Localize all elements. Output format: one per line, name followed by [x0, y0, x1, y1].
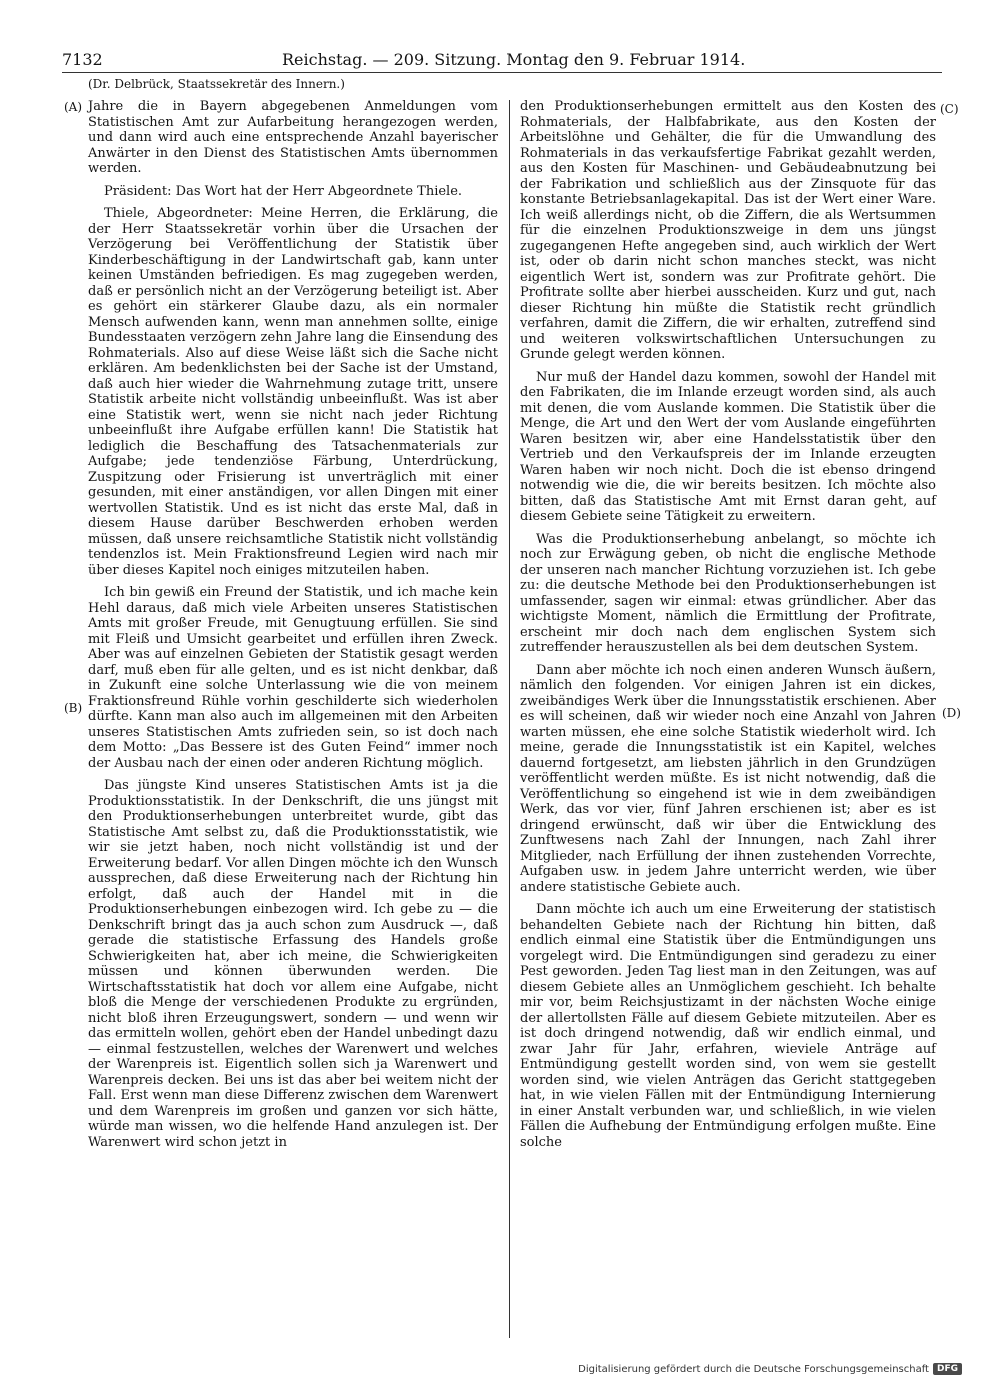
footer-credit: [578, 1362, 962, 1376]
paragraph: Nur muß der Handel dazu kommen, sowohl der Handel mit den Fabrikaten, die im Inlande erzeugt worden sind, als auch mit denen, die vom Auslande kommen. Die Statistik über die Menge, die Art und den Wert der vom Auslande eingeführten Waren besitzen wir, aber eine Handelsstatistik über den Vertrieb und den Verkaufspreis der im Inlande erzeugten Waren haben wir noch nicht. Doch die ist ebenso dringend notwendig wie die, die wir bereits besitzen. Ich möchte also bitten, daß das Statistische Amt mit Ernst daran geht, auf diesem Gebiete seine Tätigkeit zu erweitern.: [520, 369, 936, 524]
column-divider: [509, 100, 510, 1338]
paragraph: Thiele, Abgeordneter: Meine Herren, die Erklärung, die der Herr Staatssekretär vorhin über die Ursachen der Verzögerung bei Veröffentlichung der Statistik über Kinderbeschäftigung in der Landwirtschaft gab, kann unter keinen Umständen befriedigen. Es mag zugegeben werden, daß er persönlich nicht an der Verzögerung beteiligt ist. Aber es gehört ein stärkerer Glaube dazu, als ein normaler Mensch aufwenden kann, wenn man annehmen sollte, einige Bundesstaaten verzögern zehn Jahre lang die Einsendung des Rohmaterials. Also auf diese Weise läßt sich die Sache nicht erklären. Am bedenklichsten bei der Sache ist der Umstand, daß auch hier wieder die Wahrnehmung zutage tritt, unsere Statistik arbeite nicht vollständig unbeeinflußt. Was ist aber eine Statistik wert, wenn sie nicht nach jeder Richtung unbeeinflußt ihre Aufgabe erfüllen kann! Die Statistik hat lediglich die Beschaffung des Tatsachenmaterials zur Aufgabe; jede tendenziöse Färbung, Unterdrückung, Zuspitzung oder Frisierung ist unverträglich mit einer gesunden, mit einer anständigen, vor allen Dingen mit einer wertvollen Statistik. Und es ist nicht das erste Mal, daß in diesem Hause darüber Beschwerden erhoben werden müssen, daß unsere reichsamtliche Statistik nicht vollständig tendenzlos ist. Mein Fraktionsfreund Legien wird nach mir über dieses Kapitel noch einiges mitzuteilen haben.: [88, 206, 498, 578]
paragraph: Dann aber möchte ich noch einen anderen Wunsch äußern, nämlich den folgenden. Vor einigen Jahren ist ein dickes, zweibändiges Werk über die Innungsstatistik erschienen. Aber es will scheinen, daß wir wieder noch eine Anzahl von Jahren warten müssen, ehe eine solche Statistik wiederholt wird. Ich meine, gerade die Innungsstatistik ist ein Kapitel, welches dauernd fortgesetzt, am liebsten jährlich in den Grundzügen veröffentlicht werden müßte. Es ist nicht notwendig, daß die Veröffentlichung so eingehend ist wie in dem zweibändigen Werk, das vor vier, fünf Jahren erschienen ist; aber es ist dringend erwünscht, daß wir über die Entwicklung des Zunftwesens nach Zahl der Innungen, nach Zahl ihrer Mitglieder, nach Erfüllung der ihnen zustehenden Vorrechte, Aufgaben usw. in jedem Jahre unterricht werden, wie über andere statistische Gebiete auch.: [520, 662, 936, 895]
paragraph: Ich bin gewiß ein Freund der Statistik, und ich mache kein Hehl daraus, daß mich viele Arbeiten unseres Statistischen Amts mit großer Freude, mit Genugtuung erfüllen. Sie sind mit Fleiß und Umsicht gearbeitet und erfüllen ihren Zweck. Aber was auf einzelnen Gebieten der Statistik gesagt werden darf, muß eben für alle gelten, und es ist nicht denkbar, daß in Zukunft eine solche Unterlassung wie die von meinem Fraktionsfreund Rühle vorhin geschilderte sich wiederholen dürfte. Kann man also auch im allgemeinen mit den Arbeiten unseres Statistischen Amts zufrieden sein, so ist doch nach dem Motto: „Das Bessere ist des Guten Feind“ immer noch der Ausbau nach der einen oder anderen Richtung möglich.: [88, 585, 498, 771]
margin-marker-b: (B): [64, 701, 83, 715]
left-column: [88, 99, 498, 1157]
footer-credit-text: Digitalisierung gefördert durch die Deutsche Forschungsgemeinschaft: [578, 1363, 929, 1375]
paragraph: Präsident: Das Wort hat der Herr Abgeordnete Thiele.: [104, 183, 463, 199]
speaker-note: (Dr. Delbrück, Staatssekretär des Innern.): [88, 77, 345, 91]
page-number: 7132: [62, 50, 103, 69]
margin-marker-c: (C): [940, 102, 959, 116]
dfg-logo: DFG: [933, 1363, 962, 1375]
paragraph: Jahre die in Bayern abgegebenen Anmeldungen vom Statistischen Amt zur Aufarbeitung herangezogen werden, und dann wird auch eine entsprechende Anzahl bayerischer Anwärter in den Dienst des Statistischen Amts übernommen werden.: [88, 99, 498, 176]
margin-marker-a: (A): [64, 100, 83, 114]
right-column: [520, 99, 936, 1157]
paragraph: Dann möchte ich auch um eine Erweiterung der statistisch behandelten Gebiete nach der Richtung hin bitten, daß endlich einmal eine Statistik über die Entmündigungen uns vorgelegt wird. Die Entmündigungen sind geradezu zu einer Pest geworden. Jeden Tag liest man in den Zeitungen, was auf diesem Gebiete alles an Unmöglichem geschieht. Ich behalte mir vor, beim Reichsjustizamt in der nächsten Woche einige der allertollsten Fälle auf diesem Gebiete mitzuteilen. Aber es ist doch dringend notwendig, daß wir endlich einmal, und zwar Jahr für Jahr, erfahren, wieviele Anträge auf Entmündigung gestellt worden sind, von wem sie gestellt worden sind, wie vielen Anträgen das Gericht stattgegeben hat, in wie vielen Fällen mit der Entmündigung Internierung in einer Anstalt verbunden war, und schließlich, in wie vielen Fällen die Aufhebung der Entmündigung erfolgen mußte. Eine solche: [520, 902, 936, 1150]
paragraph: Das jüngste Kind unseres Statistischen Amts ist ja die Produktionsstatistik. In der Denkschrift, die uns jüngst mit den Produktionserhebungen unterbreitet wurde, gibt das Statistische Amt selbst zu, daß die Produktionsstatistik, wie wir sie jetzt haben, noch nicht vollständig ist und der Erweiterung bedarf. Vor allen Dingen möchte ich den Wunsch aussprechen, daß diese Erweiterung nach der Richtung hin erfolgt, daß auch der Handel mit in die Produktionserhebungen einbezogen wird. Ich gebe zu — die Denkschrift bringt das ja auch schon zum Ausdruck —, daß gerade die statistische Erfassung des Handels große Schwierigkeiten hat, aber ich meine, die Schwierigkeiten müssen und können überwunden werden. Die Wirtschaftsstatistik hat doch vor allem eine Aufgabe, nicht bloß die Menge der verschiedenen Produkte zu ergründen, nicht bloß ihren Erzeugungswert, sondern — und wenn wir das ermitteln wollen, gehört eben der Handel unbedingt dazu — einmal festzustellen, welches der Warenwert und welches der Warenpreis ist. Eigentlich sollen sich ja Warenwert und Warenpreis decken. Bei uns ist das aber bei weitem nicht der Fall. Erst wenn man diese Differenz zwischen dem Warenwert und dem Warenpreis im großen und ganzen vor sich hätte, würde man wissen, wo die helfende Hand anzulegen ist. Der Warenwert wird schon jetzt in: [88, 778, 498, 1150]
running-title: Reichstag. — 209. Sitzung. Montag den 9. Februar 1914.: [282, 50, 746, 69]
page-header: [62, 50, 942, 74]
header-rule: [62, 72, 942, 73]
margin-marker-d: (D): [942, 706, 961, 720]
paragraph: Was die Produktionserhebung anbelangt, so möchte ich noch zur Erwägung geben, ob nicht die englische Methode der unseren nach mancher Richtung vorzuziehen ist. Ich gebe zu: die deutsche Methode bei den Produktionserhebungen ist umfassender, sagen wir einmal: etwas gründlicher. Aber das wichtigste Moment, nämlich die Ermittlung der Profitrate, erscheint mir doch nach dem englischen System sich zutreffender herauszustellen als bei dem deutschen System.: [520, 531, 936, 655]
paragraph: den Produktionserhebungen ermittelt aus den Kosten des Rohmaterials, der Halbfabrikate, aus den Kosten der Arbeitslöhne und Gehälter, die für die Umwandlung des Rohmaterials in das verkaufsfertige Fabrikat gezahlt werden, aus den Kosten für Maschinen- und Gebäudeabnutzung bei der Fabrikation und schließlich aus der Zinsquote für das konstante Betriebsanlagekapital. Das ist der Wert einer Ware. Ich weiß allerdings nicht, ob die Ziffern, die als Wertsummen für die einzelnen Produktionszweige in dem uns jüngst zugegangenen Hefte angegeben sind, auch wirklich der Wert ist, oder ob darin nicht schon manches steckt, was nicht eigentlich Wert ist, sondern was zur Profitrate gehört. Die Profitrate sollte aber hierbei ausscheiden. Kurz und gut, nach dieser Richtung hin müßte die Statistik recht gründlich verfahren, damit die Ziffern, die wir erhalten, zutreffend sind und weiteren volkswirtschaftlichen Untersuchungen zu Grunde gelegt werden können.: [520, 99, 936, 362]
